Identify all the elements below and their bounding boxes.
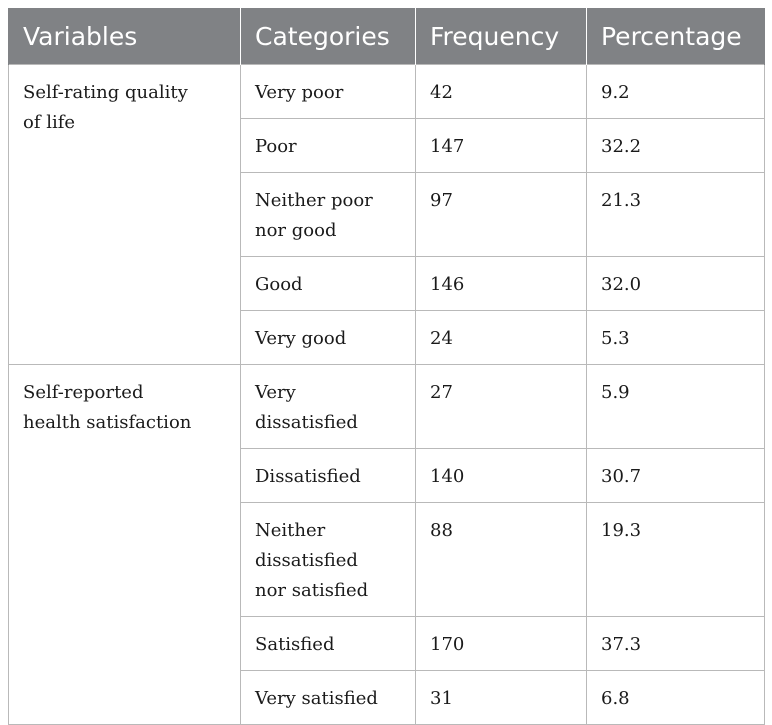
category-cell	[241, 65, 416, 119]
header-categories: Categories	[241, 8, 416, 65]
percentage-cell: 6.8	[587, 671, 765, 725]
variable-line: Self-rating quality	[23, 82, 188, 103]
category-cell	[241, 173, 416, 257]
header-variables: Variables	[9, 8, 241, 65]
table-row	[9, 65, 765, 119]
category-line: dissatisfied	[255, 550, 358, 571]
percentage-cell: 37.3	[587, 617, 765, 671]
table-container	[8, 8, 765, 725]
category-line: Dissatisfied	[255, 466, 361, 487]
percentage-cell: 32.2	[587, 119, 765, 173]
percentage-cell: 21.3	[587, 173, 765, 257]
category-cell	[241, 311, 416, 365]
category-line: dissatisfied	[255, 412, 358, 433]
data-table	[8, 8, 765, 725]
header-percentage: Percentage	[587, 8, 765, 65]
frequency-cell: 42	[416, 65, 587, 119]
variable-line: Self-reported	[23, 382, 144, 403]
variable-cell	[9, 365, 241, 725]
table-body	[9, 65, 765, 725]
percentage-cell: 5.9	[587, 365, 765, 449]
category-line: Neither	[255, 520, 326, 541]
category-line: Poor	[255, 136, 297, 157]
percentage-cell: 19.3	[587, 503, 765, 617]
frequency-cell: 88	[416, 503, 587, 617]
header-frequency: Frequency	[416, 8, 587, 65]
frequency-cell: 97	[416, 173, 587, 257]
table-header	[9, 8, 765, 65]
category-line: nor good	[255, 220, 337, 241]
category-line: Satisfied	[255, 634, 335, 655]
frequency-cell: 27	[416, 365, 587, 449]
category-line: Very good	[255, 328, 347, 349]
frequency-cell: 147	[416, 119, 587, 173]
category-line: Neither poor	[255, 190, 373, 211]
category-cell	[241, 671, 416, 725]
percentage-cell: 30.7	[587, 449, 765, 503]
category-cell	[241, 119, 416, 173]
category-cell	[241, 617, 416, 671]
header-row	[9, 8, 765, 65]
category-line: Good	[255, 274, 303, 295]
frequency-cell: 140	[416, 449, 587, 503]
percentage-cell: 5.3	[587, 311, 765, 365]
category-line: Very	[255, 382, 296, 403]
variable-line: health satisfaction	[23, 412, 192, 433]
table-row	[9, 365, 765, 449]
percentage-cell: 9.2	[587, 65, 765, 119]
frequency-cell: 31	[416, 671, 587, 725]
frequency-cell: 24	[416, 311, 587, 365]
frequency-cell: 170	[416, 617, 587, 671]
category-cell	[241, 503, 416, 617]
category-cell	[241, 449, 416, 503]
variable-line: of life	[23, 112, 76, 133]
variable-cell	[9, 65, 241, 365]
category-line: Very satisfied	[255, 688, 378, 709]
percentage-cell: 32.0	[587, 257, 765, 311]
category-cell	[241, 257, 416, 311]
category-cell	[241, 365, 416, 449]
frequency-cell: 146	[416, 257, 587, 311]
category-line: Very poor	[255, 82, 344, 103]
category-line: nor satisfied	[255, 580, 369, 601]
